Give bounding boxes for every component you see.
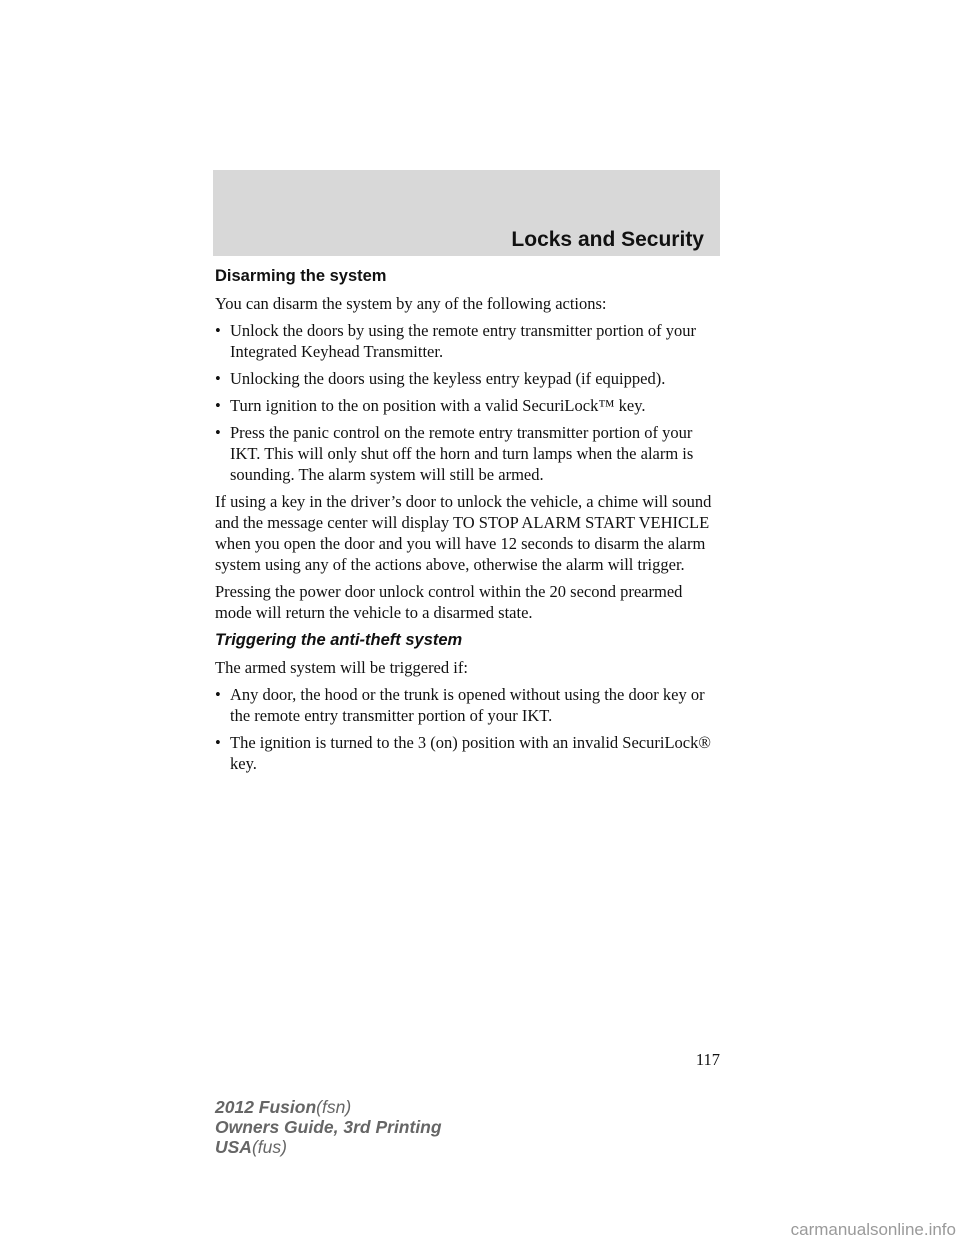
section-header-bar — [213, 170, 720, 256]
bullet-icon: • — [215, 685, 221, 704]
triggering-bullet-list — [215, 684, 720, 774]
bullet-text: Unlock the doors by using the remote entry transmitter portion of your Integrated Keyhead Transmitter. — [230, 321, 697, 361]
footer-market-code: (fus) — [251, 1137, 287, 1157]
heading-disarming: Disarming the system — [215, 267, 387, 285]
bullet-text: Unlocking the doors using the keyless entry keypad (if equipped). — [230, 369, 666, 388]
list-item — [215, 422, 720, 485]
bullet-icon: • — [215, 369, 221, 388]
footer-line-market — [215, 1137, 442, 1157]
bullet-icon: • — [215, 733, 221, 752]
list-item — [215, 395, 720, 416]
disarming-paragraph-prearmed: Pressing the power door unlock control within the 20 second prearmed mode will return the vehicle to a disarmed state. — [215, 582, 683, 622]
footer-model-name: 2012 Fusion — [215, 1097, 317, 1117]
list-item — [215, 732, 720, 774]
disarming-paragraph-key: If using a key in the driver’s door to unlock the vehicle, a chime will sound and the message center will display TO STOP ALARM START VEHICLE when you open the door and you will have 12 seconds to disarm the alarm system using any of the actions above, otherwise the alarm will trigger. — [215, 492, 712, 574]
list-item — [215, 320, 720, 362]
footer-market-name: USA — [215, 1137, 252, 1157]
print-footer — [215, 1097, 442, 1157]
bullet-icon: • — [215, 396, 221, 415]
disarming-intro: You can disarm the system by any of the following actions: — [215, 294, 607, 313]
bullet-icon: • — [215, 321, 221, 340]
bullet-text: Press the panic control on the remote entry transmitter portion of your IKT. This will only shut off the horn and turn lamps when the alarm is sounding. The alarm system will still be armed. — [230, 423, 694, 484]
bullet-text: The ignition is turned to the 3 (on) position with an invalid SecuriLock® key. — [230, 733, 711, 773]
list-item — [215, 684, 720, 726]
bullet-icon: • — [215, 423, 221, 442]
footer-line-model — [215, 1097, 442, 1117]
heading-triggering: Triggering the anti-theft system — [215, 631, 463, 649]
bullet-text: Turn ignition to the on position with a valid SecuriLock™ key. — [230, 396, 646, 415]
site-watermark: carmanualsonline.info — [790, 1220, 956, 1239]
page-number: 117 — [695, 1050, 720, 1069]
list-item — [215, 368, 720, 389]
section-title: Locks and Security — [511, 228, 704, 251]
footer-printing: Owners Guide, 3rd Printing — [215, 1117, 442, 1137]
footer-model-code: (fsn) — [316, 1097, 352, 1117]
disarming-bullet-list — [215, 320, 720, 485]
triggering-intro: The armed system will be triggered if: — [215, 658, 468, 677]
bullet-text: Any door, the hood or the trunk is opened without using the door key or the remote entry transmitter portion of your IKT. — [230, 685, 705, 725]
page-content — [215, 265, 720, 780]
